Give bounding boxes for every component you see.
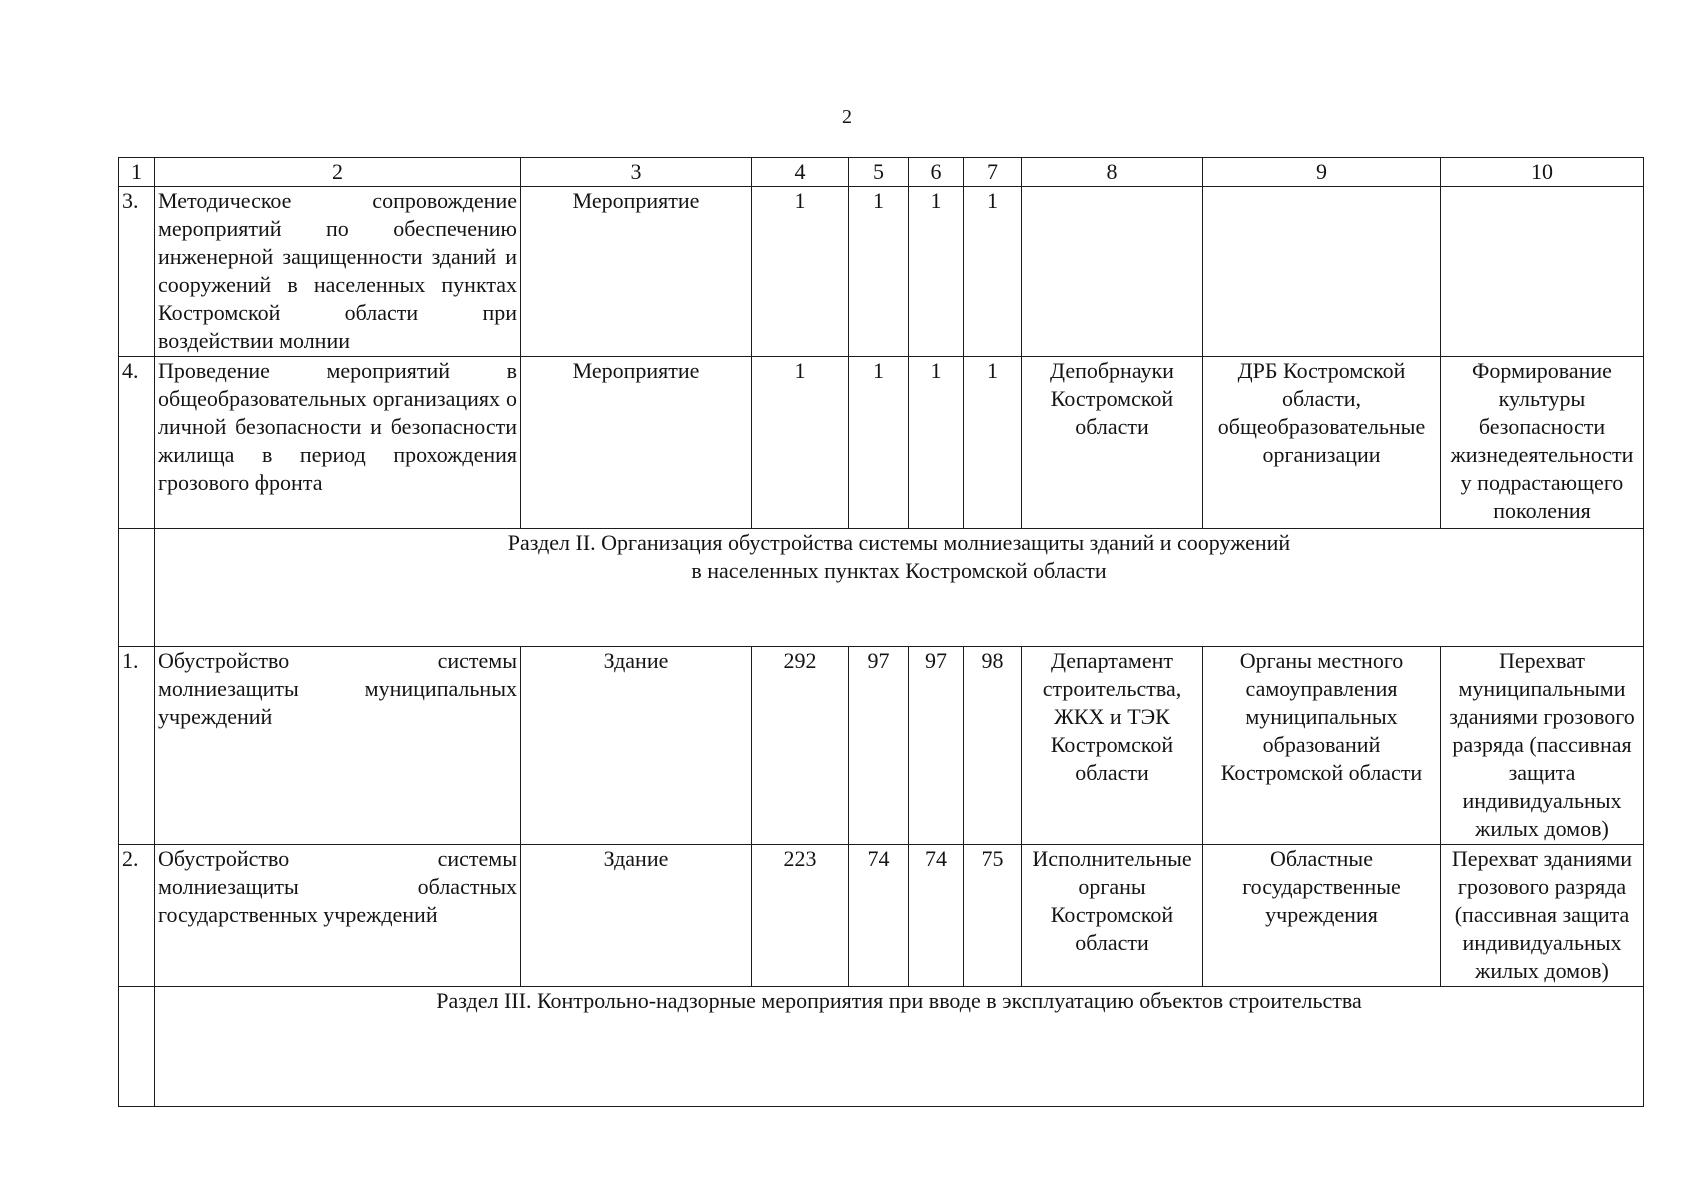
unit-cell: Здание <box>521 845 752 987</box>
column-header: 5 <box>849 158 909 187</box>
section-title-line: Раздел II. Организация обустройства системы молниезащиты зданий и сооружений <box>507 530 1291 555</box>
value-cell: 1 <box>964 357 1022 529</box>
value-cell: 98 <box>964 647 1022 845</box>
value-cell: 292 <box>752 647 849 845</box>
responsible-cell: Депобрнауки Костромской области <box>1022 357 1203 529</box>
column-header: 2 <box>155 158 521 187</box>
measure-name: Обустройство системы молниезащиты муниципальных учреждений <box>155 647 521 845</box>
column-header: 7 <box>964 158 1022 187</box>
row-number: 1. <box>119 647 155 845</box>
column-header: 3 <box>521 158 752 187</box>
result-cell <box>1441 187 1644 357</box>
value-cell: 223 <box>752 845 849 987</box>
responsible-cell <box>1022 187 1203 357</box>
column-header: 9 <box>1203 158 1441 187</box>
table-row <box>119 845 1644 987</box>
measures-table <box>118 157 1644 1107</box>
section-title <box>155 529 1644 647</box>
section-row <box>119 529 1644 647</box>
value-cell: 74 <box>909 845 964 987</box>
value-cell: 1 <box>849 357 909 529</box>
section-title <box>155 987 1644 1107</box>
value-cell: 97 <box>849 647 909 845</box>
column-header: 6 <box>909 158 964 187</box>
participants-cell <box>1203 187 1441 357</box>
value-cell: 1 <box>752 357 849 529</box>
result-cell: Перехват муниципальными зданиями грозового разряда (пассивная защита индивидуальных жилых домов) <box>1441 647 1644 845</box>
value-cell: 1 <box>909 357 964 529</box>
row-number: 2. <box>119 845 155 987</box>
responsible-cell: Департамент строительства, ЖКХ и ТЭК Костромской области <box>1022 647 1203 845</box>
section-row-number <box>119 529 155 647</box>
section-title-line: в населенных пунктах Костромской области <box>691 558 1107 583</box>
column-header: 10 <box>1441 158 1644 187</box>
table-row <box>119 647 1644 845</box>
page-number: 2 <box>842 106 852 128</box>
participants-cell: ДРБ Костромской области, общеобразовательные организации <box>1203 357 1441 529</box>
section-title-line: Раздел III. Контрольно-надзорные мероприятия при вводе в эксплуатацию объектов строительства <box>436 988 1362 1013</box>
responsible-cell: Исполнительные органы Костромской области <box>1022 845 1203 987</box>
column-header: 1 <box>119 158 155 187</box>
value-cell: 97 <box>909 647 964 845</box>
value-cell: 75 <box>964 845 1022 987</box>
value-cell: 1 <box>849 187 909 357</box>
table-row <box>119 187 1644 357</box>
value-cell: 1 <box>752 187 849 357</box>
result-cell: Перехват зданиями грозового разряда (пассивная защита индивидуальных жилых домов) <box>1441 845 1644 987</box>
column-number-row <box>119 158 1644 187</box>
value-cell: 74 <box>849 845 909 987</box>
value-cell: 1 <box>964 187 1022 357</box>
column-header: 8 <box>1022 158 1203 187</box>
measure-name: Обустройство системы молниезащиты областных государственных учреждений <box>155 845 521 987</box>
unit-cell: Мероприятие <box>521 357 752 529</box>
table-row <box>119 357 1644 529</box>
measure-name: Проведение мероприятий в общеобразовательных организациях о личной безопасности и безопасности жилища в период прохождения грозового фронта <box>155 357 521 529</box>
section-row-number <box>119 987 155 1107</box>
unit-cell: Здание <box>521 647 752 845</box>
row-number: 4. <box>119 357 155 529</box>
participants-cell: Органы местного самоуправления муниципальных образований Костромской области <box>1203 647 1441 845</box>
measure-name: Методическое сопровождение мероприятий по обеспечению инженерной защищенности зданий и сооружений в населенных пунктах Костромской области при воздействии молнии <box>155 187 521 357</box>
unit-cell: Мероприятие <box>521 187 752 357</box>
row-number: 3. <box>119 187 155 357</box>
result-cell: Формирование культуры безопасности жизнедеятельности у подрастающего поколения <box>1441 357 1644 529</box>
section-row <box>119 987 1644 1107</box>
value-cell: 1 <box>909 187 964 357</box>
column-header: 4 <box>752 158 849 187</box>
participants-cell: Областные государственные учреждения <box>1203 845 1441 987</box>
